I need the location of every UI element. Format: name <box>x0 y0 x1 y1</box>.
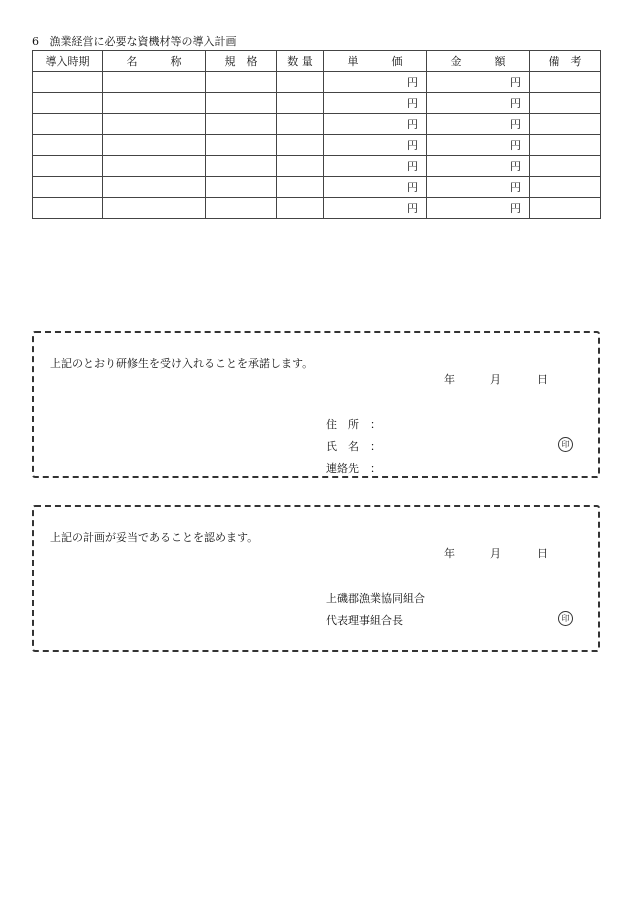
table-cell[interactable] <box>206 198 277 219</box>
table-row <box>33 135 601 156</box>
table-cell[interactable] <box>530 114 601 135</box>
table-cell[interactable] <box>206 114 277 135</box>
table-header-row <box>33 51 601 72</box>
table-cell[interactable] <box>33 114 103 135</box>
amount-cell[interactable]: 円 <box>427 177 530 198</box>
table-cell[interactable] <box>103 156 206 177</box>
table-cell[interactable] <box>277 114 324 135</box>
table-cell[interactable] <box>206 156 277 177</box>
representative-title: 代表理事組合長 <box>326 614 403 627</box>
table-cell[interactable] <box>103 114 206 135</box>
approval-date-year: 年 <box>444 547 455 560</box>
table-row <box>33 93 601 114</box>
section-title <box>32 33 237 49</box>
approval-date-day: 日 <box>537 547 548 560</box>
header-amount: 金 額 <box>427 51 530 72</box>
table-cell[interactable] <box>33 156 103 177</box>
table-cell[interactable] <box>206 93 277 114</box>
table-cell[interactable] <box>103 135 206 156</box>
table-cell[interactable] <box>277 198 324 219</box>
unit-price-cell[interactable]: 円 <box>324 177 427 198</box>
approval-date-month: 月 <box>490 547 501 560</box>
table-row <box>33 198 601 219</box>
amount-cell[interactable]: 円 <box>427 135 530 156</box>
header-remarks: 備 考 <box>530 51 601 72</box>
acceptance-box <box>32 331 600 478</box>
table-cell[interactable] <box>530 156 601 177</box>
table-row <box>33 72 601 93</box>
seal-icon: 印 <box>558 611 573 626</box>
unit-price-cell[interactable]: 円 <box>324 135 427 156</box>
table-cell[interactable] <box>206 135 277 156</box>
equipment-plan-table <box>32 50 601 219</box>
table-cell[interactable] <box>530 93 601 114</box>
table-cell[interactable] <box>103 72 206 93</box>
unit-price-cell[interactable]: 円 <box>324 198 427 219</box>
organization-name: 上磯郡漁業協同組合 <box>326 592 425 605</box>
table-cell[interactable] <box>277 177 324 198</box>
address-label: 住 所 ： <box>326 418 381 431</box>
table-cell[interactable] <box>277 93 324 114</box>
table-cell[interactable] <box>530 72 601 93</box>
table-row <box>33 114 601 135</box>
unit-price-cell[interactable]: 円 <box>324 114 427 135</box>
table-cell[interactable] <box>33 135 103 156</box>
section-title-text: 漁業経営に必要な資機材等の導入計画 <box>49 35 237 48</box>
table-row <box>33 156 601 177</box>
table-cell[interactable] <box>530 198 601 219</box>
acceptance-date-month: 月 <box>490 373 501 386</box>
amount-cell[interactable]: 円 <box>427 198 530 219</box>
amount-cell[interactable]: 円 <box>427 72 530 93</box>
table-cell[interactable] <box>103 198 206 219</box>
unit-price-cell[interactable]: 円 <box>324 72 427 93</box>
approval-box <box>32 505 600 652</box>
unit-price-cell[interactable]: 円 <box>324 156 427 177</box>
table-cell[interactable] <box>530 177 601 198</box>
unit-price-cell[interactable]: 円 <box>324 93 427 114</box>
approval-statement: 上記の計画が妥当であることを認めます。 <box>50 531 259 544</box>
table-cell[interactable] <box>530 135 601 156</box>
table-cell[interactable] <box>206 177 277 198</box>
table-cell[interactable] <box>33 93 103 114</box>
header-quantity: 数 量 <box>277 51 324 72</box>
table-cell[interactable] <box>206 72 277 93</box>
table-cell[interactable] <box>103 93 206 114</box>
seal-icon: 印 <box>558 437 573 452</box>
header-name: 名 称 <box>103 51 206 72</box>
amount-cell[interactable]: 円 <box>427 114 530 135</box>
table-cell[interactable] <box>277 135 324 156</box>
section-number: 6 <box>32 35 39 48</box>
table-cell[interactable] <box>277 72 324 93</box>
header-introduction-period: 導入時期 <box>33 51 103 72</box>
contact-label: 連絡先 ： <box>326 462 381 475</box>
amount-cell[interactable]: 円 <box>427 156 530 177</box>
amount-cell[interactable]: 円 <box>427 93 530 114</box>
table-cell[interactable] <box>277 156 324 177</box>
acceptance-date-year: 年 <box>444 373 455 386</box>
header-specification: 規 格 <box>206 51 277 72</box>
table-cell[interactable] <box>33 177 103 198</box>
table-cell[interactable] <box>103 177 206 198</box>
table-cell[interactable] <box>33 72 103 93</box>
name-label: 氏 名 ： <box>326 440 381 453</box>
acceptance-statement: 上記のとおり研修生を受け入れることを承諾します。 <box>50 357 314 370</box>
table-cell[interactable] <box>33 198 103 219</box>
acceptance-date-day: 日 <box>537 373 548 386</box>
table-row <box>33 177 601 198</box>
header-unit-price: 単 価 <box>324 51 427 72</box>
